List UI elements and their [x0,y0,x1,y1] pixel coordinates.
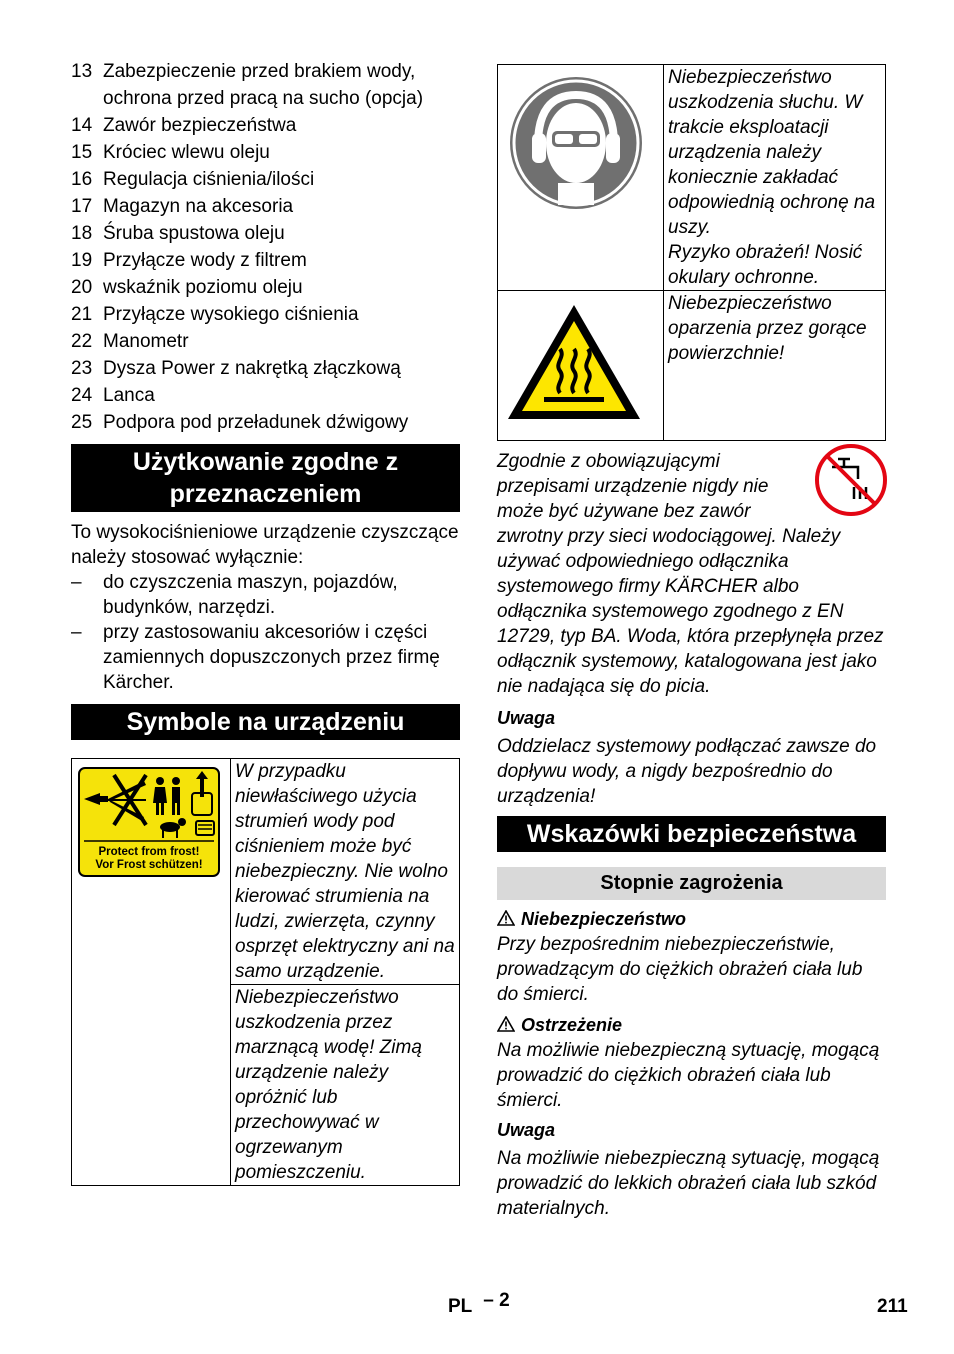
item-text: Zabezpieczenie przed brakiem wody, ochrona przed pracą na sucho (opcja) [103,61,424,109]
backflow-text: Zgodnie z obowiązującymi przepisami urządzenie nigdy nie może być używane bez zawór zwrotny przy sieci wodociągowej. Należy używać odpowiedniego odłącznika systemowego firmy KÄRCHER albo odłącznika systemowego zgodnego z EN 12729, typ BA. Woda, która przepłynęła przez odłącznik systemowy, katalogowana jest jako nie nadająca się do picia. [497,451,884,697]
hazard-levels-subheading: Stopnie zagrożenia [497,867,886,900]
list-item [71,274,460,301]
item-text: wskaźnik poziomu oleju [103,277,303,298]
item-text: Lanca [103,385,155,406]
note-text: Oddzielacz systemowy podłączać zawsze do dopływu wody, a nigdy bezpośrednio do urządzenia! [497,736,877,807]
list-item [71,220,460,247]
intended-use-list [71,570,460,695]
page-number: 211 [877,1296,908,1317]
warning-triangle-icon [497,1016,515,1032]
list-item [71,58,460,112]
list-item [71,301,460,328]
item-text: Króciec wlewu oleju [103,142,270,163]
list-item [71,409,460,436]
warning-label-row [497,1013,886,1038]
danger-label: Niebezpieczeństwo [521,909,687,929]
language-code: PL [448,1296,472,1317]
item-text: Podpora pod przeładunek dźwigowy [103,412,409,433]
list-item [71,139,460,166]
warning-triangle-icon [497,910,515,926]
footer-language [448,1290,510,1318]
warning-text: Na możliwie niebezpieczną sytuację, mogącą prowadzić do ciężkich obrażeń ciała lub śmierci. [497,1040,880,1111]
ppe-description [664,65,886,291]
list-item [71,193,460,220]
symbol-description: Niebezpieczeństwo uszkodzenia przez marznącą wodę! Zimą urządzenie należy opróżnić lub przechowywać w ogrzewanym pomieszczeniu. [231,985,460,1186]
item-number: 14 [71,115,93,136]
item-number: 21 [71,304,93,325]
no-direct-connection-icon [814,443,888,517]
hearing-protection-text: Niebezpieczeństwo uszkodzenia słuchu. W trakcie eksploatacji urządzenia należy koniecznie zakładać odpowiednią ochronę na uszy. [668,67,876,238]
item-number: 23 [71,358,93,379]
symbols-heading: Symbole na urządzeniu [71,704,460,740]
ppe-icon-cell [498,65,664,291]
eye-protection-text: Ryzyko obrażeń! Nosić okulary ochronne. [668,242,863,288]
item-number: 17 [71,196,93,217]
pressure-jet-warning-sticker-icon [78,767,220,877]
dash-bullet: – [71,572,82,593]
symbol-description: W przypadku niewłaściwego użycia strumień wody pod ciśnieniem może być niebezpieczny. Nie wolno kierować strumienia na ludzi, zwierzęta, czynny osprzęt elektryczny ani na samo urządzenie. [231,759,460,985]
item-text: Magazyn na akcesoria [103,196,294,217]
left-column [71,58,460,1186]
item-number: 16 [71,169,93,190]
item-text: Regulacja ciśnienia/ilości [103,169,315,190]
list-item [71,166,460,193]
sticker-text-en: Protect from frost! [98,846,200,858]
item-text: Śruba spustowa oleju [103,223,285,244]
item-text: Przyłącze wody z filtrem [103,250,307,271]
item-number: 15 [71,142,93,163]
symbols-table [71,758,460,1186]
ppe-table [497,64,886,441]
danger-label-row [497,907,886,932]
table-row [498,65,886,291]
item-number: 22 [71,331,93,352]
item-text: Zawór bezpieczeństwa [103,115,297,136]
sticker-cell [72,759,231,1186]
hearing-eye-protection-icon [508,75,644,211]
item-number: 18 [71,223,93,244]
warning-label: Ostrzeżenie [521,1015,623,1035]
table-row [498,291,886,441]
list-item [71,620,460,695]
intended-use-heading: Użytkowanie zgodne z przeznaczeniem [71,444,460,512]
item-text: Dysza Power z nakrętką złączkową [103,358,401,379]
list-item [71,570,460,620]
danger-text: Przy bezpośrednim niebezpieczeństwie, prowadzącym do ciężkich obrażeń ciała lub do śmierci. [497,934,863,1005]
list-item [71,382,460,409]
sticker-text-de: Vor Frost schützen! [95,859,203,871]
item-number: 13 [71,61,93,82]
caution-text: Na możliwie niebezpieczną sytuację, mogącą prowadzić do lekkich obrażeń ciała lub szkód materialnych. [497,1148,880,1219]
list-item [71,112,460,139]
hot-surface-warning-icon [504,301,644,423]
item-text: do czyszczenia maszyn, pojazdów, budynków, narzędzi. [103,572,398,618]
parts-list [71,58,460,436]
backflow-block [497,449,886,699]
intended-use-intro: To wysokociśnieniowe urządzenie czyszczące należy stosować wyłącznie: [71,522,459,568]
dash-bullet: – [71,622,82,643]
item-text: Przyłącze wysokiego ciśnienia [103,304,359,325]
note-label: Uwaga [497,708,556,728]
list-item [71,247,460,274]
item-number: 25 [71,412,93,433]
list-item [71,355,460,382]
right-column [497,64,886,1221]
heat-description: Niebezpieczeństwo oparzenia przez gorące powierzchnie! [664,291,886,441]
item-number: 24 [71,385,93,406]
section-page: – 2 [483,1290,510,1311]
item-number: 20 [71,277,93,298]
item-text: Manometr [103,331,189,352]
table-row [72,759,460,985]
caution-label: Uwaga [497,1120,556,1140]
safety-heading: Wskazówki bezpieczeństwa [497,816,886,852]
item-number: 19 [71,250,93,271]
list-item [71,328,460,355]
heat-icon-cell [498,291,664,441]
item-text: przy zastosowaniu akcesoriów i części zamiennych dopuszczonych przez firmę Kärcher. [103,622,440,693]
